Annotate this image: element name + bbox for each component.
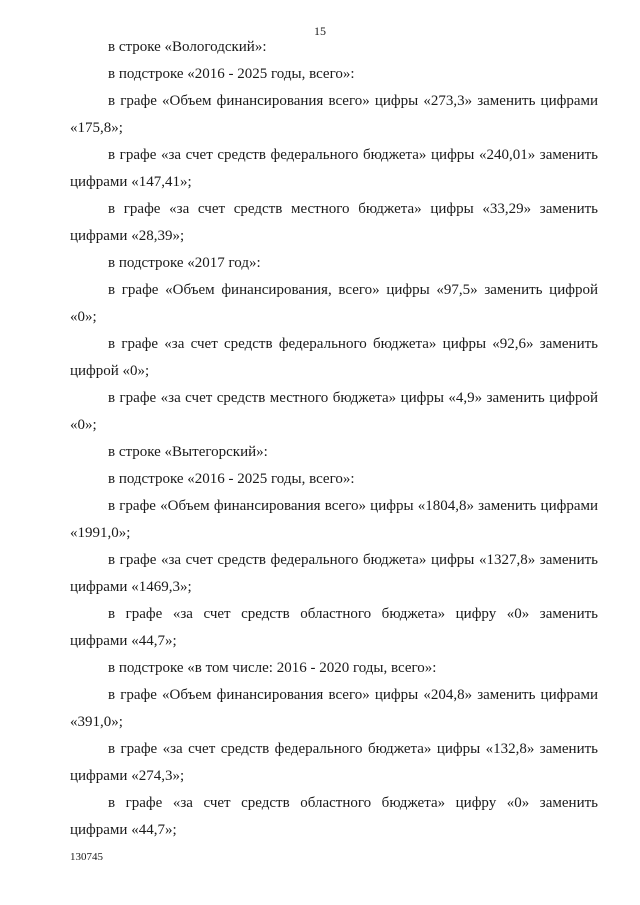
document-body [70,34,598,844]
paragraph: в графе «за счет средств местного бюджета» цифры «33,29» заменить цифрами «28,39»; [70,201,598,244]
paragraph: в графе «за счет средств федерального бюджета» цифры «1327,8» заменить цифрами «1469,3»; [70,552,598,595]
paragraph: в строке «Вытегорский»: [108,444,268,460]
paragraph: в подстроке «2016 - 2025 годы, всего»: [108,471,355,487]
page-number: 15 [314,24,326,38]
paragraph: в графе «Объем финансирования всего» цифры «1804,8» заменить цифрами «1991,0»; [70,498,598,541]
paragraph: в графе «Объем финансирования, всего» цифры «97,5» заменить цифрой «0»; [70,282,598,325]
paragraph: в графе «за счет средств федерального бюджета» цифры «132,8» заменить цифрами «274,3»; [70,741,598,784]
paragraph: в графе «Объем финансирования всего» цифры «273,3» заменить цифрами «175,8»; [70,93,598,136]
document-code: 130745 [70,851,103,863]
paragraph: в графе «за счет средств местного бюджета» цифры «4,9» заменить цифрой «0»; [70,390,598,433]
paragraph: в графе «за счет средств областного бюджета» цифру «0» заменить цифрами «44,7»; [70,606,598,649]
paragraph: в подстроке «2017 год»: [108,255,261,271]
paragraph: в графе «за счет средств областного бюджета» цифру «0» заменить цифрами «44,7»; [70,795,598,838]
paragraph: в графе «за счет средств федерального бюджета» цифры «240,01» заменить цифрами «147,41»; [70,147,598,190]
paragraph: в строке «Вологодский»: [108,39,267,55]
paragraph: в графе «Объем финансирования всего» цифры «204,8» заменить цифрами «391,0»; [70,687,598,730]
paragraph: в подстроке «2016 - 2025 годы, всего»: [108,66,355,82]
paragraph: в графе «за счет средств федерального бюджета» цифры «92,6» заменить цифрой «0»; [70,336,598,379]
paragraph: в подстроке «в том числе: 2016 - 2020 годы, всего»: [108,660,437,676]
